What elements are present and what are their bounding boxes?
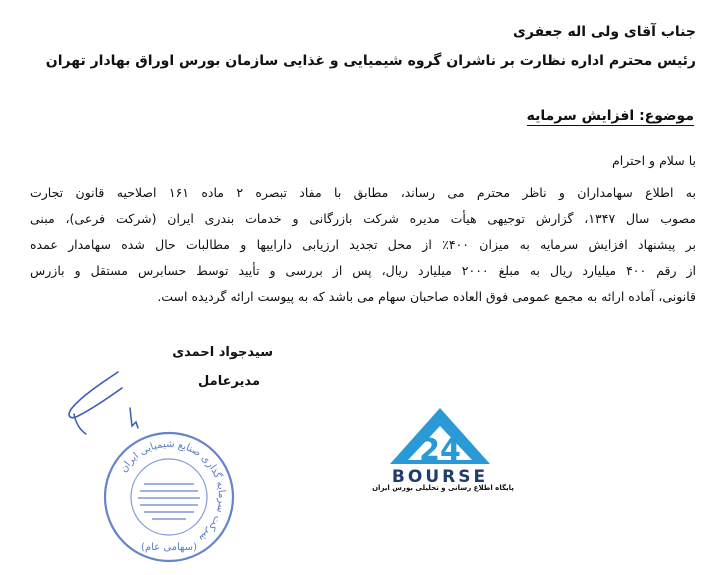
addressee-title: رئیس محترم اداره نظارت بر ناشران گروه شیمیایی و غذایی سازمان بورس اوراق بهادار تهران [45,53,696,69]
seal-bottom-text: (سهامی عام) [141,542,197,553]
logo-caption: پایگاه اطلاع رسانی و تحلیلی بورس ایران [372,484,514,492]
logo-wordmark: BOURSE [391,467,489,487]
bourse-logo [360,400,520,510]
seal-ring-text: شرکت سرمایه گذاری صنایع شیمیایی ایران [118,438,228,544]
subject-line: موضوع: افزایش سرمایه [526,108,694,124]
body-line-1: به اطلاع سهامداران و ناظر محترم می رساند، مطابق با مفاد تبصره ۲ ماده ۱۶۱ اصلاحیه قانون تجارت [30,185,696,200]
addressee-name: جناب آقای ولی اله جعفری [513,24,696,40]
greeting: با سلام و احترام [612,153,696,168]
body-line-3: بر پیشنهاد افزایش سرمایه به میزان ۴۰۰٪ از محل تجدید ارزیابی داراییها و مطالبات حال شده سهامدار عمده [30,237,696,252]
body-line-5: قانونی، آماده ارائه به مجمع عمومی فوق العاده صاحبان سهام می باشد که به پیوست ارائه گردیده است. [157,289,696,304]
signer-name: سیدجواد احمدی [172,345,273,360]
signer-title: مدیرعامل [198,374,260,389]
body-line-4: از رقم ۴۰۰ میلیارد ریال به مبلغ ۲۰۰۰ میلیارد ریال، پس از بررسی و تأیید توسط حسابرس مستقل و بازرس [30,263,696,278]
logo-number: 24 [419,433,461,468]
letter-body [30,180,696,310]
body-line-2: مصوب سال ۱۳۴۷، گزارش توجیهی هیأت مدیره شرکت بازرگانی و خدمات بندری ایران (شرکت فرعی)، مبنی [30,211,696,226]
company-seal [100,428,238,566]
